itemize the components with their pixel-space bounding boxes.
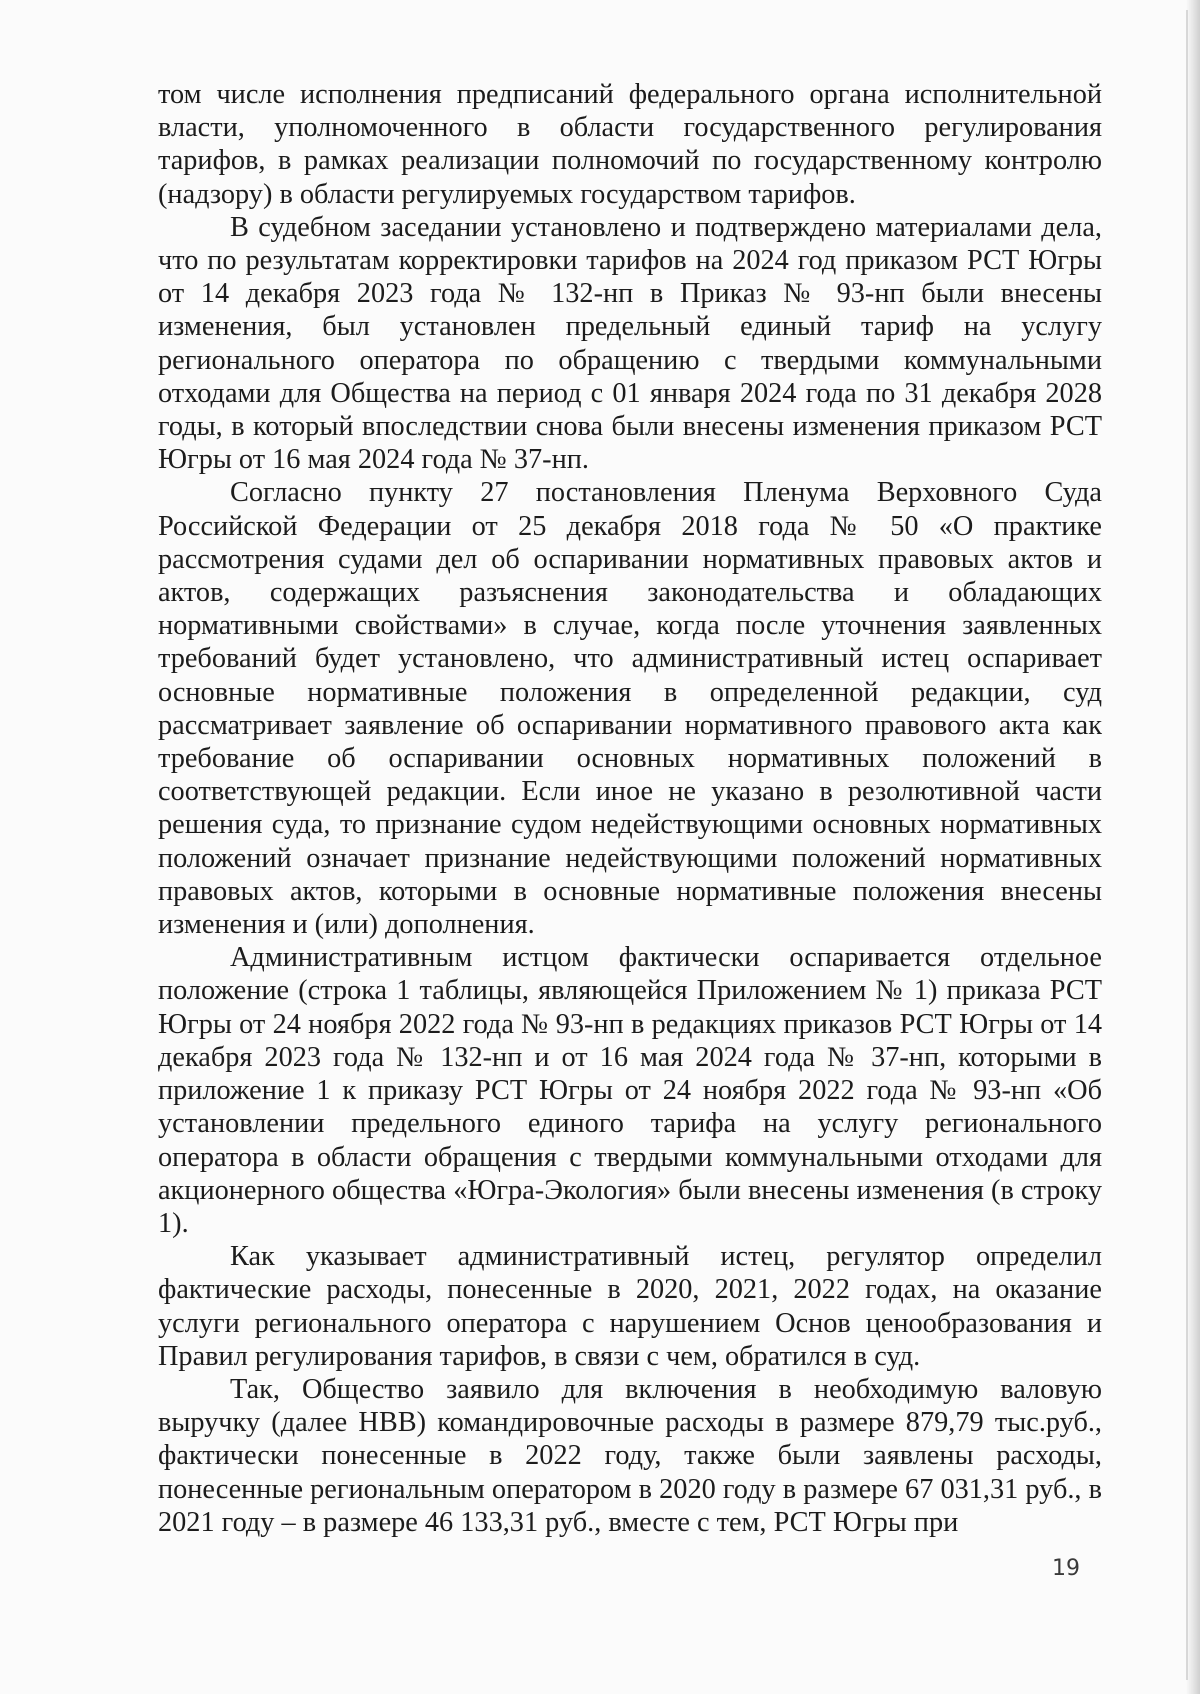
page-edge-shadow — [1186, 0, 1200, 1694]
paragraph-continuation: том числе исполнения предписаний федерального органа исполнительной власти, уполномоченного в области государственного регулирования тарифов, в рамках реализации полномочий по государственному контролю (надзору) в области регулируемых государством тарифов. — [158, 79, 1102, 210]
paragraph-expenses: Так, Общество заявило для включения в необходимую валовую выручку (далее НВВ) командировочные расходы в размере 879,79 тыс.руб., фактически понесенные в 2022 году, также были заявлены расходы, понесенные региональным оператором в 2020 году в размере 67 031,31 руб., в 2021 году – в размере 46 133,31 руб., вместе с тем, РСТ Югры при — [158, 1373, 1102, 1538]
paragraph-plenum-clause: Согласно пункту 27 постановления Пленума Верховного Суда Российской Федерации от 25 декабря 2018 года № 50 «О практике рассмотрения судами дел об оспаривании нормативных правовых актов и актов, содержащих разъяснения законодательства и обладающих нормативными свойствами» в случае, когда после уточнения заявленных требований будет установлено, что административный истец оспаривает основные нормативные положения в определенной редакции, суд рассматривает заявление об оспаривании нормативного правового акта как требование об оспаривании основных нормативных положений в соответствующей редакции. Если иное не указано в резолютивной части решения суда, то признание судом недействующими основных нормативных положений означает признание недействующими положений нормативных правовых актов, которыми в основные нормативные положения внесены изменения и (или) дополнения. — [158, 477, 1102, 941]
page-number: 19 — [1052, 1556, 1080, 1581]
paragraph-contested-provision: Административным истцом фактически оспаривается отдельное положение (строка 1 таблицы, являющейся Приложением № 1) приказа РСТ Югры от 24 ноября 2022 года № 93-нп в редакциях приказов РСТ Югры от 14 декабря 2023 года № 132-нп и от 16 мая 2024 года № 37-нп, которыми в приложение 1 к приказу РСТ Югры от 24 ноября 2022 года № 93-нп «Об установлении предельного единого тарифа на услугу регионального оператора в области обращения с твердыми коммунальными отходами для акционерного общества «Югра-Экология» были внесены изменения (в строку 1). — [158, 942, 1102, 1239]
page-edge-line — [1186, 10, 1188, 1680]
paragraph-claimant-position: Как указывает административный истец, регулятор определил фактические расходы, понесенные в 2020, 2021, 2022 годах, на оказание услуги регионального оператора с нарушением Основ ценообразования и Правил регулирования тарифов, в связи с чем, обратился в суд. — [158, 1241, 1102, 1372]
document-body — [158, 78, 1102, 1539]
paragraph-court-session: В судебном заседании установлено и подтверждено материалами дела, что по результатам корректировки тарифов на 2024 год приказом РСТ Югры от 14 декабря 2023 года № 132-нп в Приказ № 93-нп были внесены изменения, был установлен предельный единый тариф на услугу регионального оператора по обращению с твердыми коммунальными отходами для Общества на период с 01 января 2024 года по 31 декабря 2028 годы, в который впоследствии снова были внесены изменения приказом РСТ Югры от 16 мая 2024 года № 37-нп. — [158, 211, 1102, 476]
